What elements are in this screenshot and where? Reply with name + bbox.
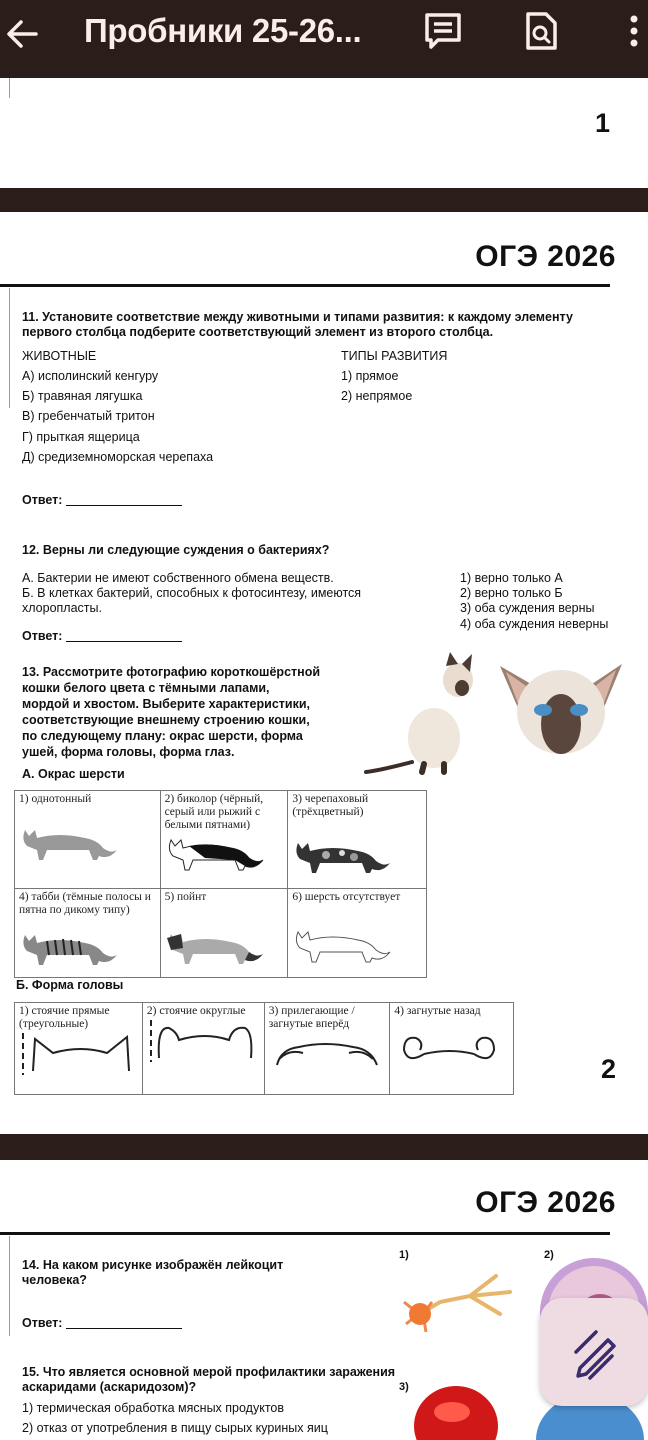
q12-statement-b: Б. В клетках бактерий, способных к фотосинтезу, имеются: [22, 586, 362, 600]
q13-section-b: Б. Форма головы: [16, 978, 124, 992]
q11-answer-field[interactable]: [66, 505, 182, 506]
q11-text-2: первого столбца подберите соответствующий элемент из второго столбца.: [22, 325, 494, 339]
coat-cell-1: [15, 791, 161, 889]
search-document-icon[interactable]: [520, 10, 562, 52]
q12-option-4: 4) оба суждения неверны: [460, 617, 609, 631]
q11-animal-v: В) гребенчатый тритон: [22, 409, 155, 423]
ears-rounded-image: [147, 1018, 259, 1062]
cat-tortoiseshell-image: [292, 829, 392, 875]
comment-icon[interactable]: [422, 10, 464, 52]
ears-curled-back-image: [394, 1030, 506, 1080]
coat-cell-3: [288, 791, 427, 889]
siamese-cat-sitting-photo: [362, 652, 482, 776]
coat-cell-5: [160, 889, 288, 978]
q14-answer-label: Ответ:: [22, 1316, 63, 1330]
coat-label-4: 4) табби (тёмные полосы и пятна по дикому типу): [19, 891, 151, 916]
q12-option-3: 3) оба суждения верны: [460, 601, 595, 615]
page-2: [0, 212, 648, 1134]
q15-option-1: 1) термическая обработка мясных продуктов: [22, 1401, 284, 1415]
margin-line: [9, 288, 10, 408]
erythrocyte-image: [412, 1382, 500, 1440]
ears-label-2: 2) стоячие округлые: [146, 1005, 246, 1017]
ears-label-4: 4) загнутые назад: [394, 1005, 481, 1017]
q12-statement-a: А. Бактерии не имеют собственного обмена веществ.: [22, 571, 334, 585]
q11-type-1: 1) прямое: [341, 369, 399, 383]
coat-label-5: 5) пойнт: [164, 891, 207, 903]
cat-bicolor-image: [165, 832, 265, 872]
q14-image-label-2: 2): [544, 1249, 554, 1261]
q12-statement-b-cont: хлоропласты.: [22, 601, 102, 615]
q11-animal-g: Г) прыткая ящерица: [22, 430, 140, 444]
coat-label-6: 6) шерсть отсутствует: [292, 891, 401, 903]
cat-hairless-image: [292, 918, 392, 968]
page-number: 2: [600, 1054, 616, 1084]
siamese-cat-head-photo: [494, 660, 628, 760]
coat-cell-2: [160, 791, 288, 889]
q11-col2-header: ТИПЫ РАЗВИТИЯ: [341, 349, 448, 363]
q15-text-1: 15. Что является основной мерой профилактики заражения: [22, 1365, 396, 1379]
q12-option-1: 1) верно только А: [460, 571, 563, 585]
q13-text-6: ушей, форма головы, форма глаз.: [22, 745, 235, 759]
q11-animal-b: Б) травяная лягушка: [22, 389, 143, 403]
q14-answer-field[interactable]: [66, 1328, 182, 1329]
coat-cell-4: [15, 889, 161, 978]
cat-tabby-image: [19, 921, 119, 971]
margin-line: [9, 78, 10, 98]
pencil-draw-icon: [540, 1298, 648, 1406]
ears-cell-1: [15, 1003, 143, 1095]
annotate-fab-button[interactable]: [540, 1298, 648, 1406]
cat-solid-image: [19, 816, 119, 862]
q13-text-1: 13. Рассмотрите фотографию короткошёрстной: [22, 665, 321, 679]
q12-answer-label: Ответ:: [22, 629, 63, 643]
q14-image-label-1: 1): [399, 1249, 409, 1261]
q13-text-4: соответствующие внешнему строению кошки,: [22, 713, 310, 727]
q14-text-1: 14. На каком рисунке изображён лейкоцит: [22, 1258, 284, 1272]
q15-option-2: 2) отказ от употребления в пищу сырых куриных яиц: [22, 1421, 328, 1435]
neuron-image: [400, 1262, 520, 1338]
ears-label-3: 3) прилегающие / загнутые вперёд: [268, 1005, 355, 1030]
coat-color-table: [14, 790, 427, 978]
q13-section-a: А. Окрас шерсти: [22, 767, 125, 781]
head-shape-table: [14, 1002, 514, 1095]
cat-point-image: [165, 920, 265, 970]
coat-label-3: 3) черепаховый (трёхцветный): [292, 793, 369, 818]
q13-text-2: кошки белого цвета с тёмными лапами,: [22, 681, 270, 695]
ears-straight-image: [19, 1031, 137, 1075]
q12-option-2: 2) верно только Б: [460, 586, 563, 600]
header-rule: [0, 284, 610, 287]
coat-label-1: 1) однотонный: [19, 793, 92, 805]
q11-answer-label: Ответ:: [22, 493, 63, 507]
q12-answer-field[interactable]: [66, 641, 182, 642]
q12-text: 12. Верны ли следующие суждения о бактериях?: [22, 543, 330, 557]
q14-text-2: человека?: [22, 1273, 87, 1287]
back-arrow-icon[interactable]: [2, 12, 46, 56]
page-1: [0, 78, 648, 188]
app-bar: [0, 0, 648, 78]
ears-label-1: 1) стоячие прямые (треугольные): [19, 1005, 110, 1030]
header-rule: [0, 1232, 610, 1235]
q11-animal-a: А) исполинский кенгуру: [22, 369, 159, 383]
document-title: Пробники 25-26...: [84, 12, 362, 49]
q11-col1-header: ЖИВОТНЫЕ: [22, 349, 97, 363]
coat-cell-6: [288, 889, 427, 978]
q11-text-1: 11. Установите соответствие между животными и типами развития: к каждому элементу: [22, 310, 573, 324]
margin-line: [9, 1236, 10, 1336]
ears-cell-4: [390, 1003, 514, 1095]
q14-image-label-3: 3): [399, 1381, 409, 1393]
ears-cell-2: [142, 1003, 264, 1095]
q13-text-5: по следующему плану: окрас шерсти, форма: [22, 729, 303, 743]
ears-cell-3: [264, 1003, 390, 1095]
ears-folded-forward-image: [269, 1037, 383, 1071]
more-vertical-icon[interactable]: [620, 10, 648, 52]
q15-text-2: аскаридами (аскаридозом)?: [22, 1380, 197, 1394]
q13-text-3: мордой и хвостом. Выберите характеристики,: [22, 697, 310, 711]
page-number: 1: [594, 108, 610, 138]
page-header: ОГЭ 2026: [475, 1186, 616, 1219]
page-header: ОГЭ 2026: [475, 240, 616, 273]
q11-animal-d: Д) средиземноморская черепаха: [22, 450, 214, 464]
q11-type-2: 2) непрямое: [341, 389, 413, 403]
coat-label-2: 2) биколор (чёрный, серый или рыжий с белыми пятнами): [164, 793, 264, 831]
